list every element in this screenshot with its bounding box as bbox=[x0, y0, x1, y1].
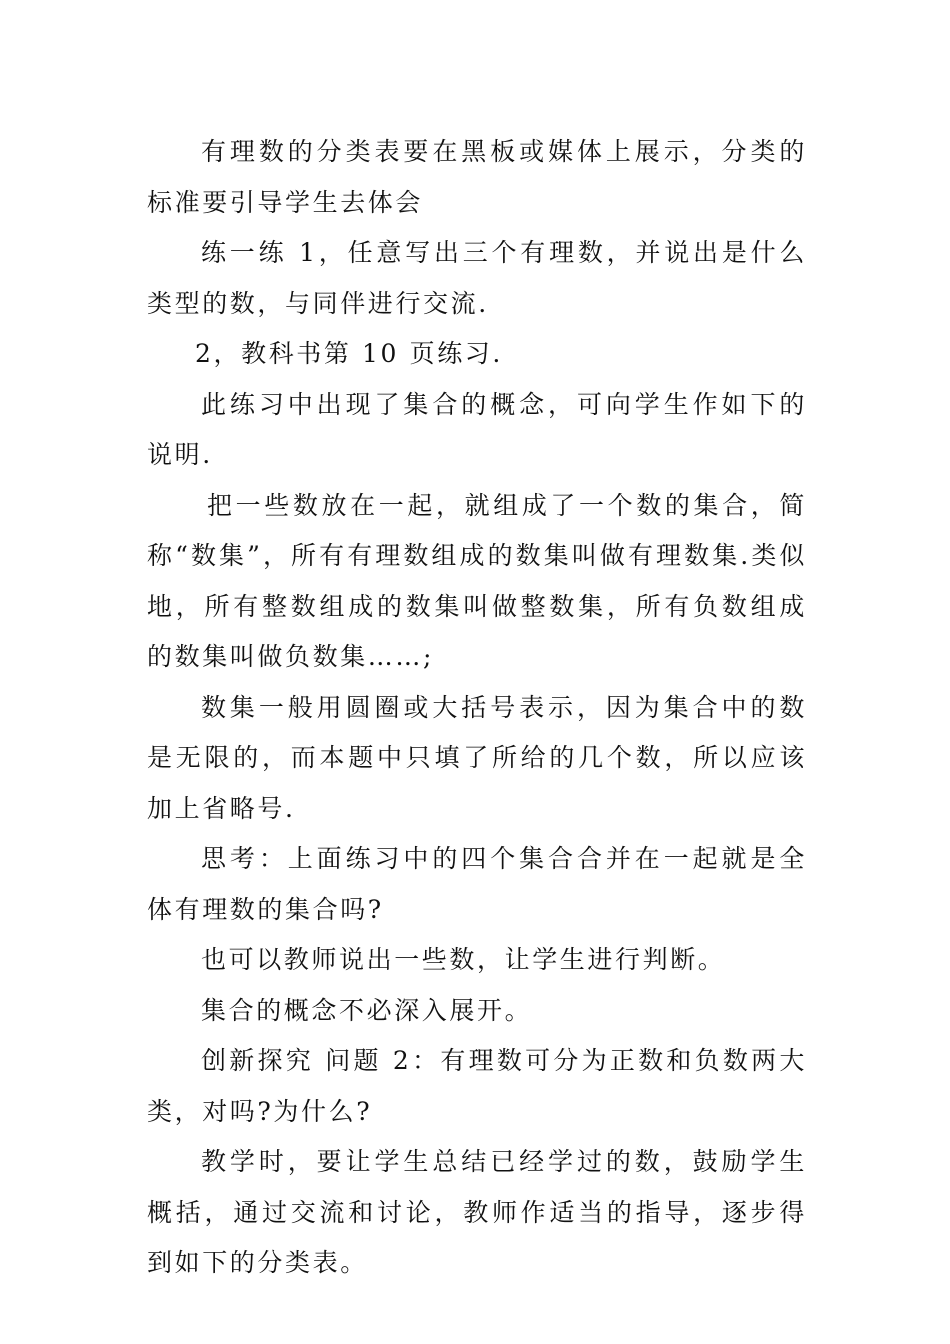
paragraph-4: 此练习中出现了集合的概念，可向学生作如下的说明. bbox=[147, 389, 807, 469]
paragraph-11: 教学时，要让学生总结已经学过的数，鼓励学生概括，通过交流和讨论，教师作适当的指导，逐步得到如下的分类表。 bbox=[147, 1147, 807, 1277]
paragraph-10: 创新探究 问题 2：有理数可分为正数和负数两大类，对吗?为什么? bbox=[147, 1046, 807, 1126]
paragraph-9: 集合的概念不必深入展开。 bbox=[201, 995, 533, 1025]
paragraph-2: 练一练 1，任意写出三个有理数，并说出是什么类型的数，与同伴进行交流. bbox=[147, 238, 807, 318]
paragraph-3: 2，教科书第 10 页练习. bbox=[195, 339, 503, 368]
paragraph-8: 也可以教师说出一些数，让学生进行判断。 bbox=[201, 945, 726, 974]
document-body bbox=[147, 127, 807, 1289]
paragraph-1: 有理数的分类表要在黑板或媒体上展示，分类的标准要引导学生去体会 bbox=[147, 137, 807, 217]
paragraph-7: 思考：上面练习中的四个集合合并在一起就是全体有理数的集合吗? bbox=[147, 844, 807, 924]
paragraph-5: 把一些数放在一起，就组成了一个数的集合，简称“数集”，所有有理数组成的数集叫做有理数集.类似地，所有整数组成的数集叫做整数集，所有负数组成的数集叫做负数集……; bbox=[147, 490, 807, 671]
paragraph-6: 数集一般用圆圈或大括号表示，因为集合中的数是无限的，而本题中只填了所给的几个数，所以应该加上省略号. bbox=[147, 692, 807, 823]
